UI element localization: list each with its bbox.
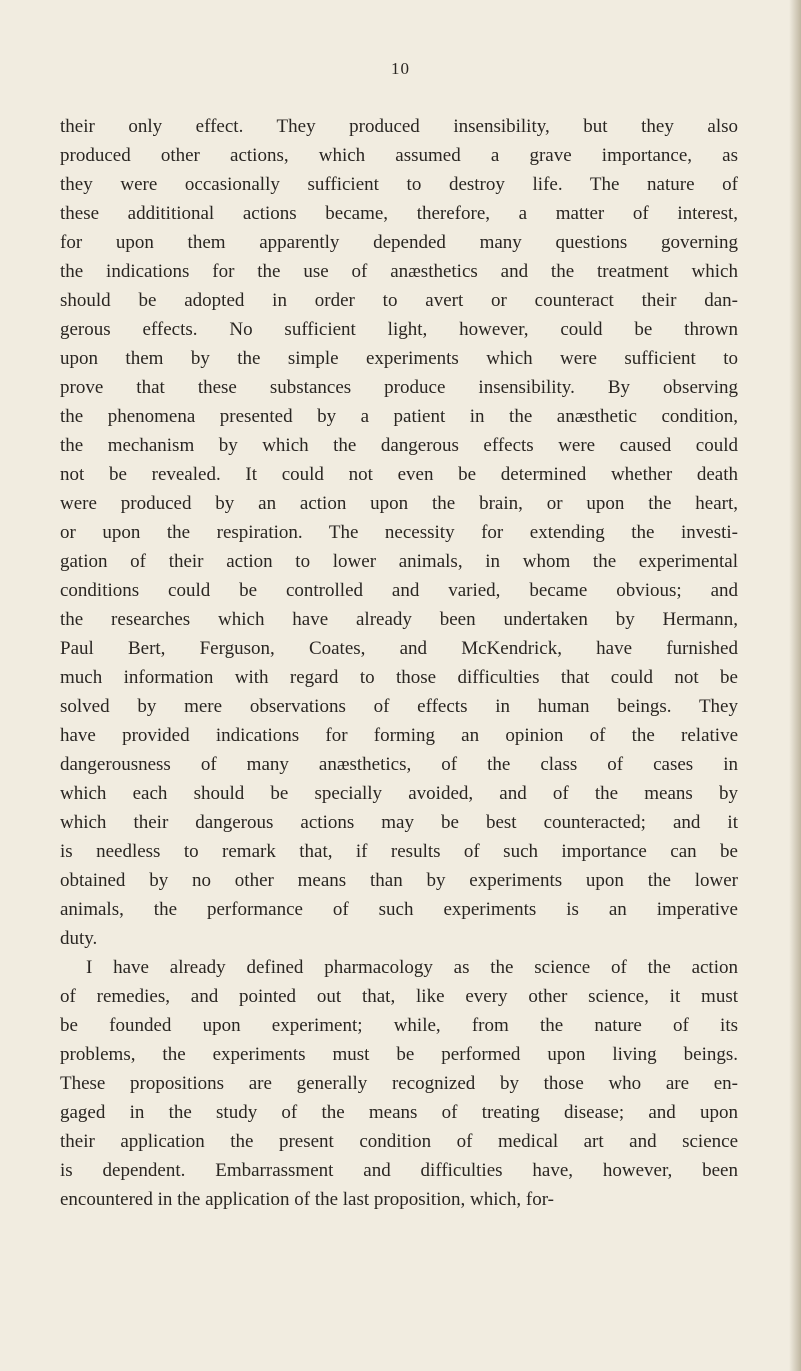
text-line: not be revealed. It could not even be determined whether death [60, 464, 738, 485]
text-line: these addititional actions became, therefore, a matter of interest, [60, 203, 738, 224]
text-line: or upon the respiration. The necessity for extending the investi- [60, 522, 738, 543]
page-number: 10 [391, 59, 410, 78]
text-line: is dependent. Embarrassment and difficulties have, however, been [60, 1160, 738, 1181]
text-line: their application the present condition of medical art and science [60, 1131, 738, 1152]
text-line: which their dangerous actions may be best counteracted; and it [60, 812, 738, 833]
text-line: conditions could be controlled and varied, became obvious; and [60, 580, 738, 601]
text-line: for upon them apparently depended many questions governing [60, 232, 738, 253]
text-line: solved by mere observations of effects in human beings. They [60, 696, 738, 717]
text-line: be founded upon experiment; while, from the nature of its [60, 1015, 738, 1036]
text-line: gerous effects. No sufficient light, however, could be thrown [60, 319, 738, 340]
text-line: duty. [60, 928, 98, 949]
text-line: their only effect. They produced insensibility, but they also [60, 116, 738, 137]
text-line: have provided indications for forming an opinion of the relative [60, 725, 738, 746]
text-line: These propositions are generally recognized by those who are en- [60, 1073, 738, 1094]
text-line: Paul Bert, Ferguson, Coates, and McKendrick, have furnished [60, 638, 738, 659]
text-line: gaged in the study of the means of treating disease; and upon [60, 1102, 738, 1123]
text-line: is needless to remark that, if results of such importance can be [60, 841, 738, 862]
text-line: obtained by no other means than by experiments upon the lower [60, 870, 738, 891]
text-line: the mechanism by which the dangerous effects were caused could [60, 435, 738, 456]
text-line: dangerousness of many anæsthetics, of the class of cases in [60, 754, 738, 775]
text-line: they were occasionally sufficient to destroy life. The nature of [60, 174, 738, 195]
text-line: should be adopted in order to avert or counteract their dan- [60, 290, 738, 311]
paragraph [60, 112, 738, 953]
text-line: I have already defined pharmacology as the science of the action [86, 957, 738, 978]
text-line: much information with regard to those difficulties that could not be [60, 667, 738, 688]
text-line: gation of their action to lower animals, in whom the experimental [60, 551, 738, 572]
text-line: upon them by the simple experiments which were sufficient to [60, 348, 738, 369]
text-line: problems, the experiments must be performed upon living beings. [60, 1044, 738, 1065]
text-line: prove that these substances produce insensibility. By observing [60, 377, 738, 398]
text-line: produced other actions, which assumed a grave importance, as [60, 145, 738, 166]
text-line: which each should be specially avoided, and of the means by [60, 783, 738, 804]
text-line: the researches which have already been undertaken by Hermann, [60, 609, 738, 630]
text-line: animals, the performance of such experiments is an imperative [60, 899, 738, 920]
paragraph [60, 953, 738, 1214]
text-line: the phenomena presented by a patient in the anæsthetic condition, [60, 406, 738, 427]
text-line: the indications for the use of anæsthetics and the treatment which [60, 261, 738, 282]
page-edge-shadow [789, 0, 801, 1371]
text-line: encountered in the application of the last proposition, which, for- [60, 1189, 555, 1210]
text-line: were produced by an action upon the brain, or upon the heart, [60, 493, 738, 514]
text-line: of remedies, and pointed out that, like every other science, it must [60, 986, 738, 1007]
body-text [60, 112, 738, 1214]
